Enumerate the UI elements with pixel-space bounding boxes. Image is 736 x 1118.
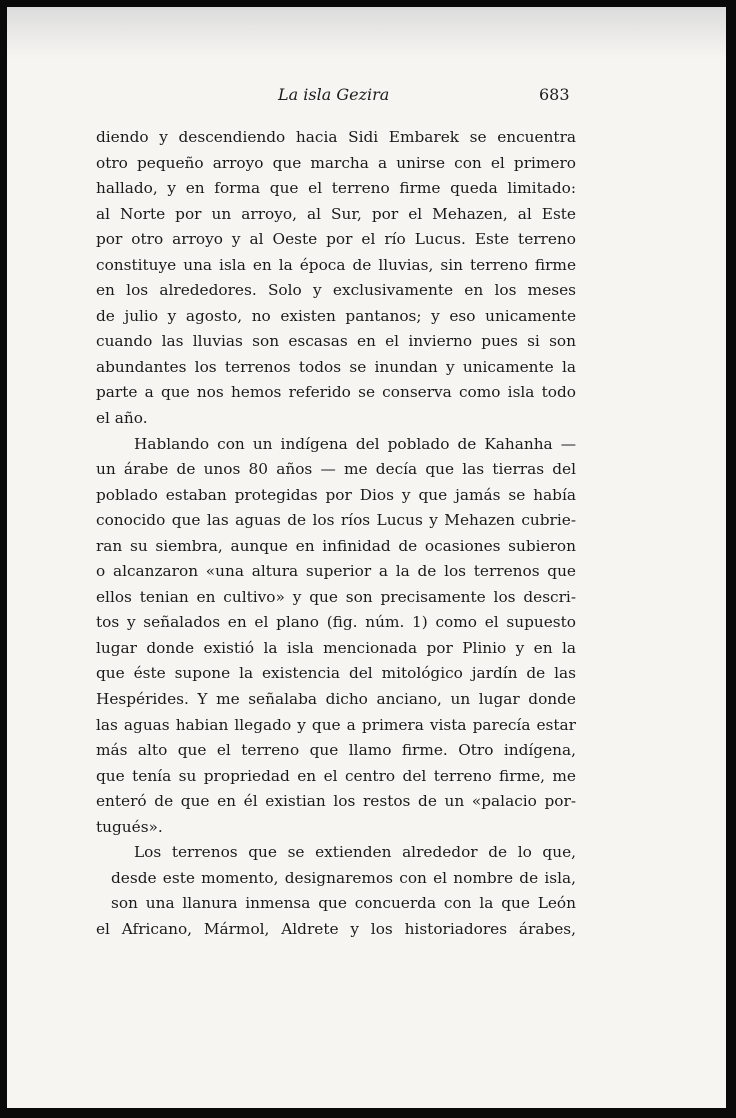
text-line: hallado, y en forma que el terreno firme queda limitado: [96, 179, 576, 198]
text-line: parte a que nos hemos referido se conserva como isla todo [96, 383, 576, 402]
text-line: poblado estaban protegidas por Dios y que jamás se había [96, 485, 576, 504]
text-line: tos y señalados en el plano (fig. núm. 1) como el supuesto [96, 613, 576, 632]
text-line: que éste supone la existencia del mitológico jardín de las [96, 664, 576, 683]
paragraph-2 [96, 432, 576, 841]
text-line: otro pequeño arroyo que marcha a unirse con el primero [96, 153, 576, 172]
text-line: cuando las lluvias son escasas en el invierno pues si son [96, 332, 576, 351]
text-line: ran su siembra, aunque en infinidad de ocasiones subieron [96, 536, 576, 555]
text-line: abundantes los terrenos todos se inundan y unicamente la [96, 357, 576, 376]
text-line: un árabe de unos 80 años — me decía que las tierras del [96, 460, 576, 479]
text-line: conocido que las aguas de los ríos Lucus y Mehazen cubrie- [96, 511, 576, 530]
book-page [7, 7, 726, 1108]
text-line: de julio y agosto, no existen pantanos; y eso unicamente [96, 306, 576, 325]
text-line: tugués». [96, 817, 163, 836]
text-line: desde este momento, designaremos con el nombre de isla, [111, 868, 576, 887]
text-line: o alcanzaron «una altura superior a la de los terrenos que [96, 562, 576, 581]
text-line: ellos tenian en cultivo» y que son precisamente los descri- [96, 587, 576, 606]
text-line: son una llanura inmensa que concuerda con la que León [111, 894, 576, 913]
text-line: Los terrenos que se extienden alrededor de lo que, [134, 843, 576, 862]
text-line: diendo y descendiendo hacia Sidi Embarek se encuentra [96, 128, 576, 146]
body-text [96, 125, 576, 943]
text-line: el año. [96, 409, 148, 428]
page-header [7, 85, 726, 107]
text-line: Hablando con un indígena del poblado de Kahanha — [134, 434, 576, 453]
paragraph-1 [96, 125, 576, 432]
text-line: constituye una isla en la época de lluvias, sin terreno firme [96, 255, 576, 274]
paragraph-3 [96, 840, 576, 942]
text-line: Hespérides. Y me señalaba dicho anciano, un lugar donde [96, 690, 576, 709]
text-line: en los alrededores. Solo y exclusivamente en los meses [96, 281, 576, 300]
text-line: las aguas habian llegado y que a primera vista parecía estar [96, 715, 576, 734]
text-line: el Africano, Mármol, Aldrete y los historiadores árabes, [96, 919, 576, 938]
scan-shadow [7, 7, 726, 59]
text-line: enteró de que en él existian los restos de un «palacio por- [96, 792, 576, 811]
running-title: La isla Gezira [278, 85, 390, 104]
page-number: 683 [539, 85, 570, 104]
text-line: por otro arroyo y al Oeste por el río Lucus. Este terreno [96, 230, 576, 249]
text-line: más alto que el terreno que llamo firme. Otro indígena, [96, 741, 576, 760]
text-line: al Norte por un arroyo, al Sur, por el Mehazen, al Este [96, 204, 576, 223]
text-line: lugar donde existió la isla mencionada por Plinio y en la [96, 638, 576, 657]
text-line: que tenía su propriedad en el centro del terreno firme, me [96, 766, 576, 785]
